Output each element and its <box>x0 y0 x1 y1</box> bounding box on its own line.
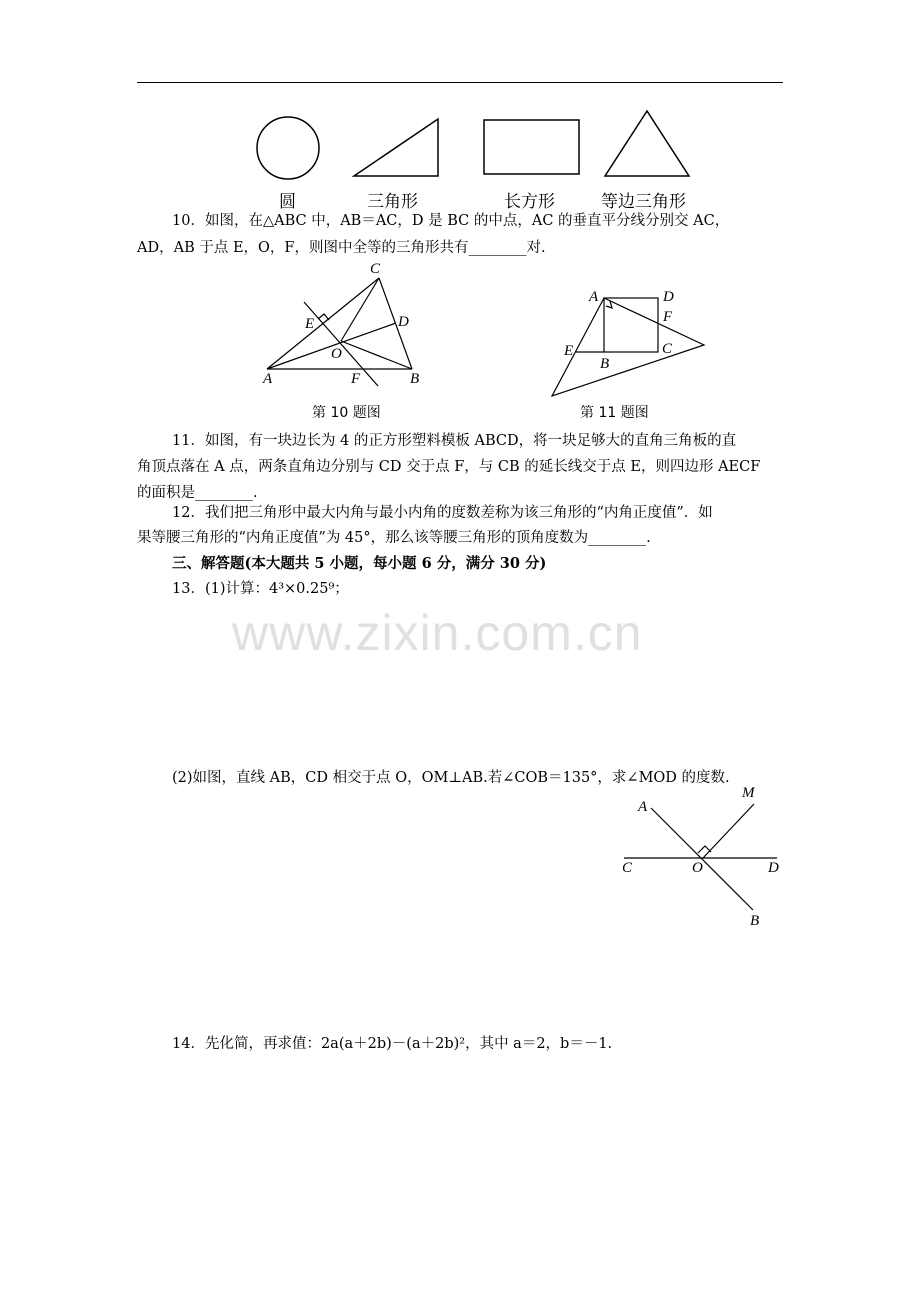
fig13-point-o: O <box>692 860 703 876</box>
fig11-point-f: F <box>663 309 673 325</box>
q11-line2: 角顶点落在 A 点，两条直角边分别与 CD 交于点 F，与 CB 的延长线交于点 E，则四边形 AECF <box>137 459 761 475</box>
fig11-point-e: E <box>564 343 574 359</box>
q13-part2: (2)如图，直线 AB，CD 相交于点 O，OM⊥AB.若∠COB＝135°，求∠MOD 的度数. <box>172 770 730 786</box>
q11-line3: 的面积是________. <box>137 485 258 501</box>
fig13-point-d: D <box>768 860 779 876</box>
line-ab <box>651 808 753 910</box>
q12-line1: 12．我们把三角形中最大内角与最小内角的度数差称为该三角形的“内角正度值”．如 <box>172 505 713 521</box>
q12-line2: 果等腰三角形的“内角正度值”为 45°，那么该等腰三角形的顶角度数为________. <box>137 530 651 546</box>
fig13-point-m: M <box>742 785 755 801</box>
fig10-point-f: F <box>351 371 361 387</box>
equilateral-triangle-label: 等边三角形 <box>601 192 686 212</box>
q13-part1: 13．(1)计算：4³×0.25⁹； <box>172 581 349 597</box>
q10-line2: AD，AB 于点 E，O，F，则图中全等的三角形共有________对. <box>137 240 546 256</box>
fig11-point-d: D <box>663 289 674 305</box>
watermark: www.zixin.com.cn <box>232 605 643 661</box>
fig10-point-c: C <box>370 261 381 277</box>
rectangle-label: 长方形 <box>504 192 555 212</box>
fig10-point-b: B <box>410 371 420 387</box>
fig11-point-b: B <box>600 356 610 372</box>
q14-text: 14．先化简，再求值：2a(a＋2b)－(a＋2b)²，其中 a＝2，b＝－1. <box>172 1036 613 1052</box>
fig11-caption: 第 11 题图 <box>580 405 649 421</box>
fig10-point-d: D <box>398 314 409 330</box>
q10-line1: 10．如图，在△ABC 中，AB＝AC，D 是 BC 的中点，AC 的垂直平分线分别交 AC， <box>172 213 730 229</box>
fig10-point-a: A <box>263 371 273 387</box>
circle-label: 圆 <box>279 192 296 212</box>
triangle-label: 三角形 <box>367 192 418 212</box>
q11-line1: 11．如图，有一块边长为 4 的正方形塑料模板 ABCD，将一块足够大的直角三角板的直 <box>172 433 737 449</box>
ray-om <box>703 804 754 858</box>
fig10-point-e: E <box>305 316 315 332</box>
fig13-point-c: C <box>622 860 633 876</box>
fig13-point-a: A <box>638 799 648 815</box>
fig10-point-o: O <box>331 346 342 362</box>
fig11-point-a: A <box>589 289 599 305</box>
fig11-point-c: C <box>662 341 673 357</box>
section-3-heading: 三、解答题(本大题共 5 小题，每小题 6 分，满分 30 分) <box>172 555 547 572</box>
fig10-caption: 第 10 题图 <box>312 405 381 421</box>
fig13-point-b: B <box>750 913 760 929</box>
